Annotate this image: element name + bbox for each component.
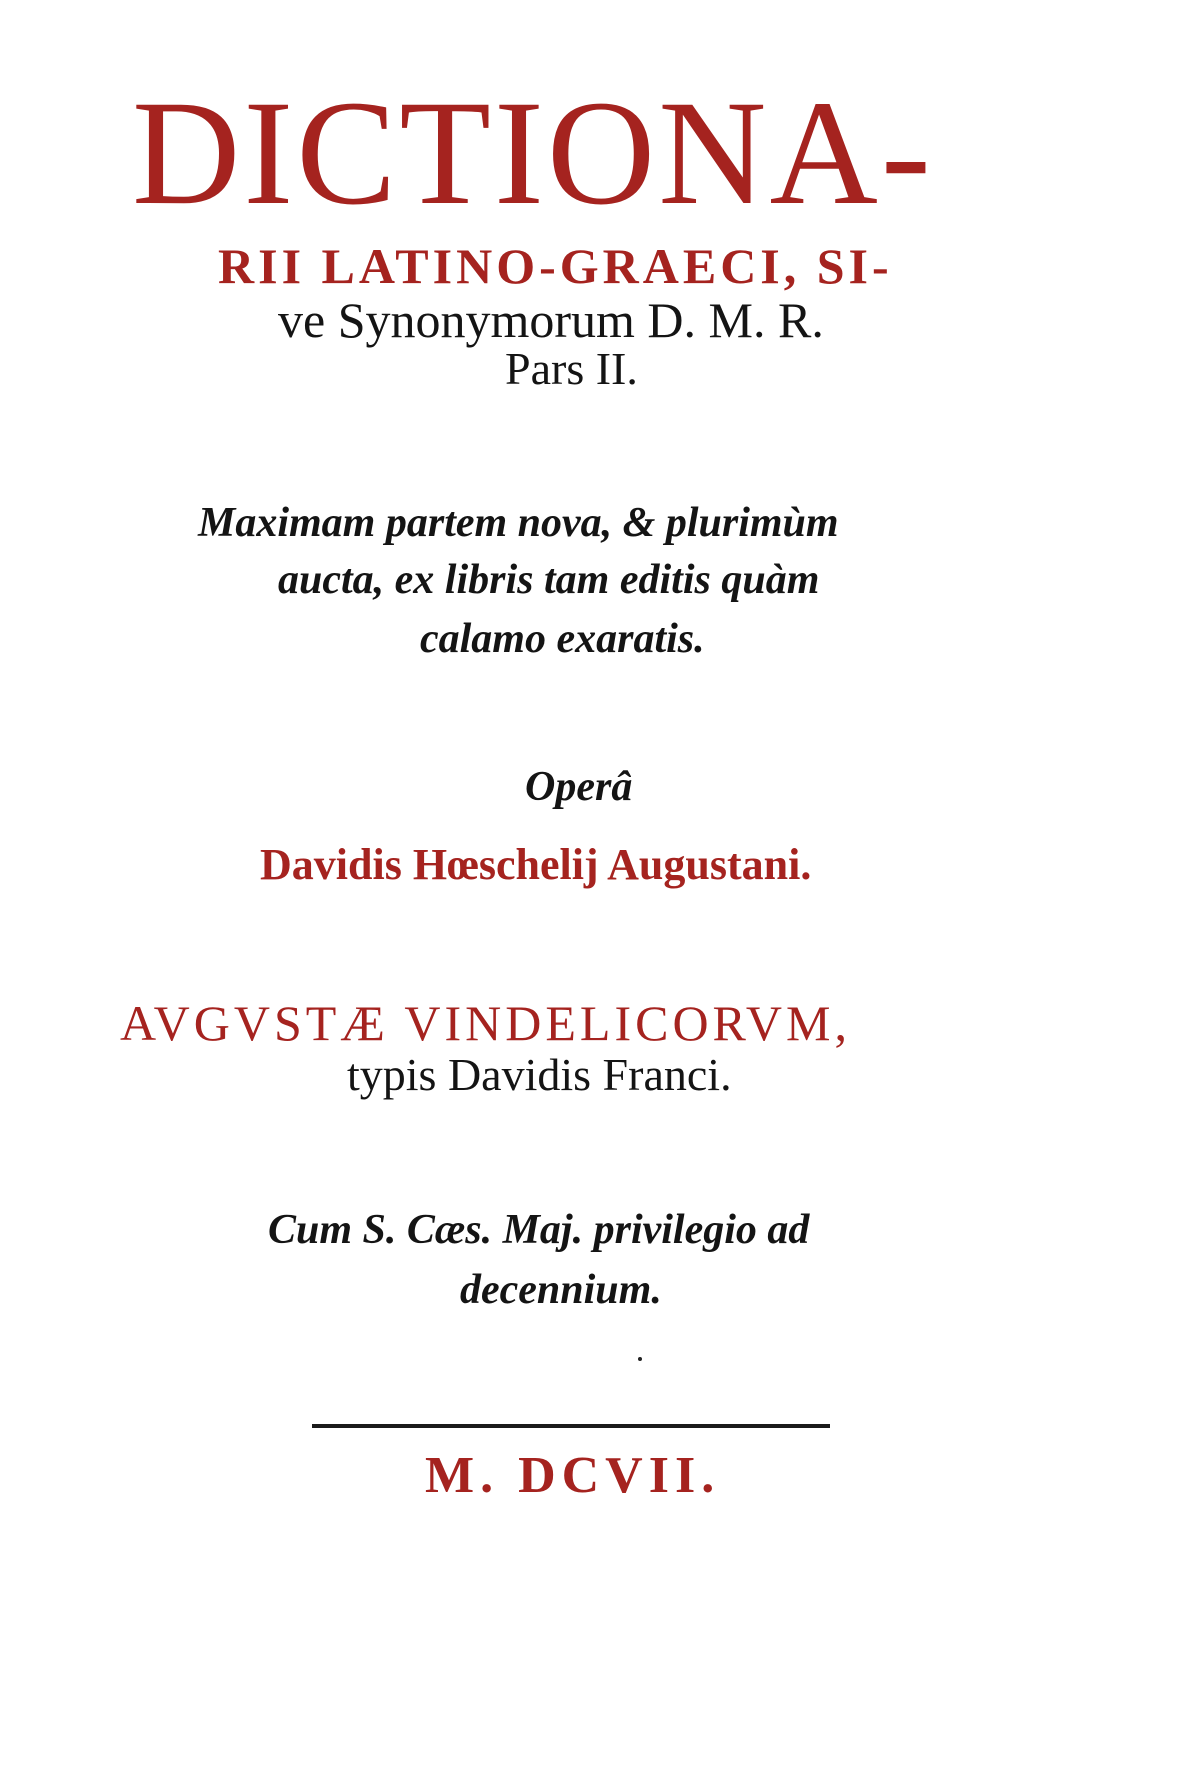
- title-part-number: Pars II.: [505, 343, 638, 394]
- description-line-1: Maximam partem nova, & plurimùm: [198, 500, 839, 546]
- title-line-2: RII LATINO-GRAECI, SI-: [218, 238, 893, 294]
- imprint-year: M. DCVII.: [425, 1447, 721, 1504]
- description-line-2: aucta, ex libris tam editis quàm: [278, 557, 820, 603]
- title-line-3: ve Synonymorum D. M. R.: [278, 292, 824, 348]
- imprint-place: AVGVSTÆ VINDELICORVM,: [120, 995, 851, 1051]
- ink-speck: [638, 1357, 642, 1361]
- imprint-printer: typis Davidis Franci.: [347, 1049, 732, 1100]
- author-name: Davidis Hœschelij Augustani.: [260, 840, 812, 889]
- opera-label: Operâ: [525, 764, 633, 810]
- privilege-line-2: decennium.: [460, 1267, 662, 1313]
- horizontal-rule: [312, 1424, 830, 1428]
- description-line-3: calamo exaratis.: [420, 616, 705, 662]
- title-main: DICTIONA-: [132, 70, 934, 236]
- privilege-line-1: Cum S. Cæs. Maj. privilegio ad: [268, 1207, 810, 1253]
